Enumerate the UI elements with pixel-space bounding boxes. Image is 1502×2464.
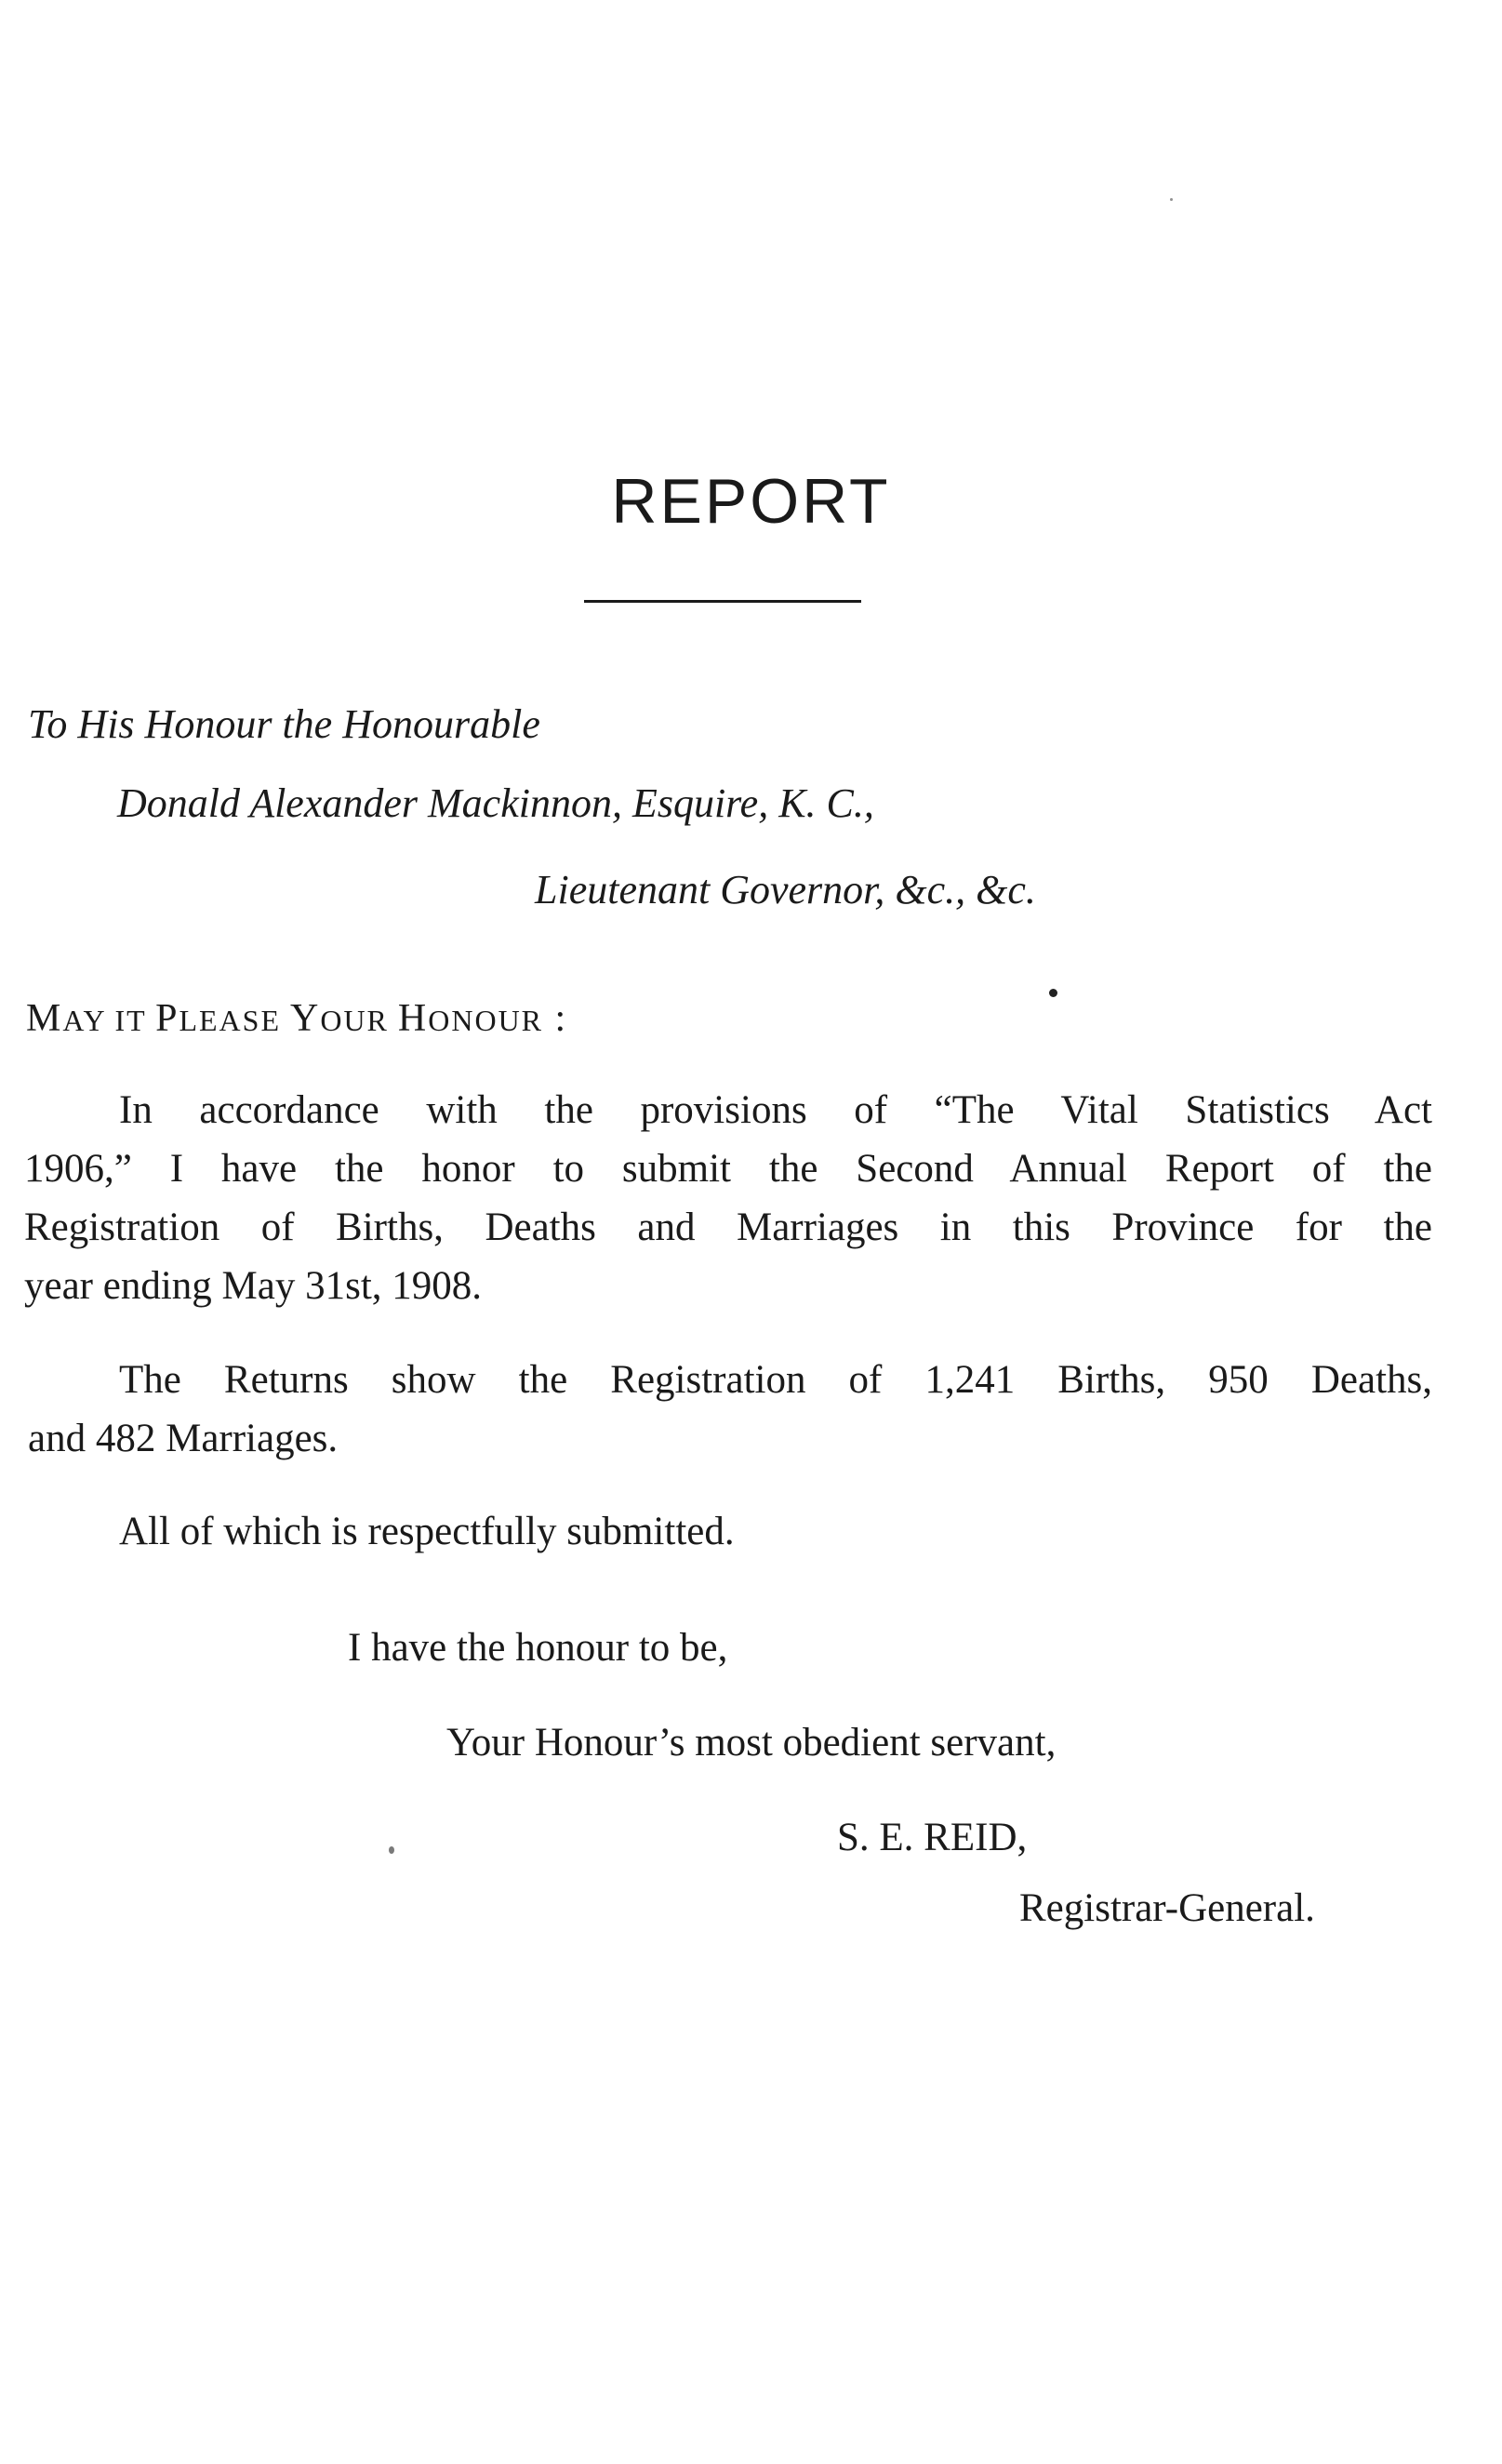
salutation-end: : bbox=[543, 997, 568, 1040]
salutation-sc-3: OUR bbox=[320, 1004, 398, 1037]
salutation-cap-1: M bbox=[26, 997, 63, 1040]
paragraph-1-line-1: In accordance with the provisions of “The Vital Statistics Act bbox=[119, 1088, 1432, 1132]
salutation bbox=[26, 999, 567, 1038]
salutation-sc-4: ONOUR bbox=[428, 1004, 544, 1037]
salutation-sc-2: LEASE bbox=[179, 1004, 290, 1037]
paragraph-2-line-1: The Returns show the Registration of 1,241 Births, 950 Deaths, bbox=[119, 1358, 1432, 1402]
paragraph-2-line-2: and 482 Marriages. bbox=[28, 1417, 339, 1460]
salutation-cap-2: P bbox=[155, 997, 179, 1040]
paragraph-1-line-4: year ending May 31st, 1908. bbox=[24, 1264, 483, 1308]
signature-office: Registrar-General. bbox=[1019, 1886, 1315, 1930]
paragraph-1-line-2: 1906,” I have the honor to submit the Second Annual Report of the bbox=[24, 1147, 1432, 1191]
salutation-cap-4: H bbox=[397, 997, 429, 1040]
ink-speck bbox=[1049, 989, 1057, 997]
address-line-1: To His Honour the Honourable bbox=[28, 701, 540, 747]
signature-name: S. E. REID, bbox=[837, 1816, 1028, 1859]
paragraph-3: All of which is respectfully submitted. bbox=[119, 1510, 735, 1553]
salutation-sc-1: AY IT bbox=[62, 1004, 156, 1037]
paragraph-1-line-3: Registration of Births, Deaths and Marriages in this Province for the bbox=[24, 1205, 1432, 1249]
salutation-cap-3: Y bbox=[289, 997, 321, 1040]
page-title: REPORT bbox=[611, 466, 891, 537]
ink-speck bbox=[1170, 198, 1173, 201]
title-rule bbox=[584, 600, 861, 603]
closing-line-1: I have the honour to be, bbox=[348, 1626, 728, 1670]
ink-speck bbox=[389, 1846, 394, 1854]
address-line-2: Donald Alexander Mackinnon, Esquire, K. C., bbox=[117, 780, 874, 826]
closing-line-2: Your Honour’s most obedient servant, bbox=[446, 1721, 1057, 1765]
address-line-3: Lieutenant Governor, &c., &c. bbox=[535, 867, 1036, 912]
